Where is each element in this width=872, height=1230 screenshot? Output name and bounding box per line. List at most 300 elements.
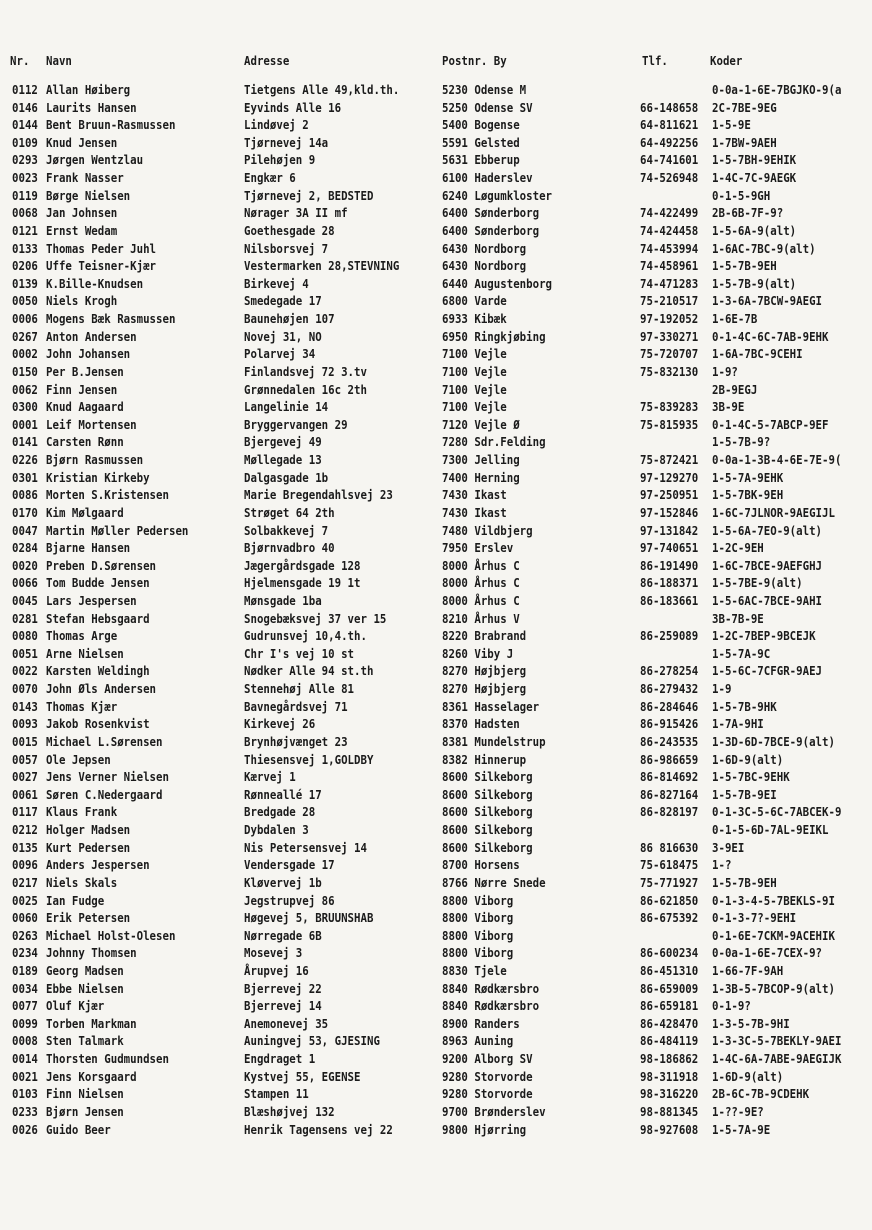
cell-postnr-by: 7430 Ikast <box>442 504 507 520</box>
cell-navn: Sten Talmark <box>46 1033 124 1049</box>
cell-navn: Søren C.Nedergaard <box>46 786 163 802</box>
cell-adresse: Engkær 6 <box>244 170 296 186</box>
cell-nr: 0146 <box>12 99 38 115</box>
cell-nr: 0234 <box>12 945 38 961</box>
cell-postnr-by: 8963 Auning <box>442 1033 514 1049</box>
cell-navn: Klaus Frank <box>46 804 118 820</box>
cell-nr: 0026 <box>12 1121 38 1137</box>
cell-adresse: Strøget 64 2th <box>244 504 335 520</box>
table-row <box>0 363 872 381</box>
cell-nr: 0121 <box>12 222 38 238</box>
cell-adresse: Bjørnvadbro 40 <box>244 540 335 556</box>
table-row <box>0 398 872 416</box>
cell-nr: 0022 <box>12 663 38 679</box>
cell-nr: 0293 <box>12 152 38 168</box>
cell-postnr-by: 9280 Storvorde <box>442 1086 533 1102</box>
cell-tlf: 74-458961 <box>640 258 699 274</box>
cell-tlf: 74-424458 <box>640 222 699 238</box>
cell-adresse: Pilehøjen 9 <box>244 152 316 168</box>
cell-koder: 1-? <box>712 857 732 873</box>
cell-tlf: 75-618475 <box>640 857 699 873</box>
cell-adresse: Møllegade 13 <box>244 452 322 468</box>
cell-navn: Niels Skals <box>46 874 118 890</box>
cell-tlf: 74-422499 <box>640 205 699 221</box>
cell-tlf: 75-872421 <box>640 452 699 468</box>
cell-tlf: 75-771927 <box>640 874 699 890</box>
cell-koder: 0-1-3-7?-9EHI <box>712 910 797 926</box>
cell-koder: 1-5-7B-9EH <box>712 874 777 890</box>
cell-navn: Michael Holst-Olesen <box>46 927 176 943</box>
cell-tlf: 86-828197 <box>640 804 699 820</box>
table-row <box>0 680 872 698</box>
header-tlf: Tlf. <box>642 53 668 68</box>
cell-navn: Børge Nielsen <box>46 187 131 203</box>
cell-postnr-by: 9800 Hjørring <box>442 1121 527 1137</box>
cell-tlf: 86-621850 <box>640 892 699 908</box>
cell-adresse: Bjerrevej 22 <box>244 980 322 996</box>
cell-koder: 0-1-3-4-5-7BEKLS-9I <box>712 892 835 908</box>
cell-koder: 1-3B-5-7BCOP-9(alt) <box>712 980 835 996</box>
cell-koder: 0-1-4C-5-7ABCP-9EF <box>712 416 829 432</box>
cell-postnr-by: 8270 Højbjerg <box>442 681 527 697</box>
cell-postnr-by: 8260 Viby J <box>442 645 514 661</box>
cell-koder: 0-1-3C-5-6C-7ABCEK-9 <box>712 804 842 820</box>
cell-nr: 0070 <box>12 681 38 697</box>
cell-postnr-by: 9200 Alborg SV <box>442 1051 533 1067</box>
cell-postnr-by: 7120 Vejle Ø <box>442 416 520 432</box>
cell-postnr-by: 7950 Erslev <box>442 540 514 556</box>
cell-koder: 1-2C-7BEP-9BCEJK <box>712 628 816 644</box>
cell-koder: 2B-6C-7B-9CDEHK <box>712 1086 810 1102</box>
table-row <box>0 698 872 716</box>
cell-nr: 0027 <box>12 769 38 785</box>
table-row <box>0 733 872 751</box>
table-row <box>0 592 872 610</box>
cell-postnr-by: 6430 Nordborg <box>442 240 527 256</box>
table-row <box>0 627 872 645</box>
table-row <box>0 980 872 998</box>
cell-navn: Karsten Weldingh <box>46 663 150 679</box>
table-row <box>0 645 872 663</box>
cell-adresse: Stennehøj Alle 81 <box>244 681 355 697</box>
cell-adresse: Smedegade 17 <box>244 293 322 309</box>
header-adresse: Adresse <box>244 53 290 68</box>
cell-adresse: Vestermarken 28,STEVNING <box>244 258 400 274</box>
cell-tlf: 86-183661 <box>640 592 699 608</box>
cell-tlf: 86-278254 <box>640 663 699 679</box>
cell-navn: K.Bille-Knudsen <box>46 275 144 291</box>
cell-postnr-by: 5400 Bogense <box>442 117 520 133</box>
cell-koder: 1-5-7BK-9EH <box>712 487 784 503</box>
cell-postnr-by: 6950 Ringkjøbing <box>442 328 546 344</box>
table-row <box>0 151 872 169</box>
cell-tlf: 98-927608 <box>640 1121 699 1137</box>
cell-postnr-by: 8800 Viborg <box>442 945 514 961</box>
cell-adresse: Dybdalen 3 <box>244 822 309 838</box>
cell-nr: 0086 <box>12 487 38 503</box>
cell-koder: 3B-7B-9E <box>712 610 764 626</box>
cell-tlf: 86-451310 <box>640 963 699 978</box>
cell-nr: 0062 <box>12 381 38 397</box>
cell-nr: 0068 <box>12 205 38 221</box>
cell-postnr-by: 8700 Horsens <box>442 857 520 873</box>
table-row <box>0 909 872 927</box>
cell-adresse: Tjørnevej 14a <box>244 134 329 150</box>
table-row <box>0 1068 872 1086</box>
table-row <box>0 557 872 575</box>
cell-tlf: 97-250951 <box>640 487 699 503</box>
cell-adresse: Tjørnevej 2, BEDSTED <box>244 187 374 203</box>
cell-koder: 1-5-7A-9E <box>712 1121 771 1137</box>
cell-navn: Bent Bruun-Rasmussen <box>46 117 176 133</box>
cell-nr: 0139 <box>12 275 38 291</box>
table-row <box>0 522 872 540</box>
table-row <box>0 1015 872 1033</box>
cell-postnr-by: 7430 Ikast <box>442 487 507 503</box>
cell-navn: Laurits Hansen <box>46 99 137 115</box>
table-row <box>0 839 872 857</box>
cell-postnr-by: 7100 Vejle <box>442 346 507 362</box>
cell-koder: 0-0a-1-6E-7BGJKO-9(a <box>712 82 842 97</box>
cell-navn: Preben D.Sørensen <box>46 557 157 573</box>
table-row <box>0 469 872 487</box>
cell-postnr-by: 8000 Århus C <box>442 592 520 608</box>
cell-tlf: 97-131842 <box>640 522 699 538</box>
cell-postnr-by: 6440 Augustenborg <box>442 275 553 291</box>
cell-koder: 1-5-6AC-7BCE-9AHI <box>712 592 823 608</box>
cell-koder: 2C-7BE-9EG <box>712 99 777 115</box>
cell-tlf: 97-192052 <box>640 311 699 327</box>
table-row <box>0 134 872 152</box>
cell-nr: 0014 <box>12 1051 38 1067</box>
cell-nr: 0034 <box>12 980 38 996</box>
cell-tlf: 74-453994 <box>640 240 699 256</box>
cell-adresse: Nørager 3A II mf <box>244 205 348 221</box>
cell-adresse: Kærvej 1 <box>244 769 296 785</box>
table-row <box>0 416 872 434</box>
cell-koder: 0-0a-1-6E-7CEX-9? <box>712 945 823 961</box>
cell-koder: 0-1-9? <box>712 998 751 1014</box>
table-row <box>0 310 872 328</box>
cell-koder: 1-4C-7C-9AEGK <box>712 170 797 186</box>
cell-koder: 1-3-3C-5-7BEKLY-9AEI <box>712 1033 842 1049</box>
cell-tlf: 98-316220 <box>640 1086 699 1102</box>
cell-navn: Thomas Arge <box>46 628 118 644</box>
cell-koder: 1-6D-9(alt) <box>712 751 784 767</box>
table-row <box>0 874 872 892</box>
cell-koder: 0-1-5-6D-7AL-9EIKL <box>712 822 829 838</box>
cell-navn: Jens Verner Nielsen <box>46 769 169 785</box>
cell-navn: Frank Nasser <box>46 170 124 186</box>
cell-koder: 1-6C-7BCE-9AEFGHJ <box>712 557 823 573</box>
cell-adresse: Bryggervangen 29 <box>244 416 348 432</box>
cell-adresse: Rønneallé 17 <box>244 786 322 802</box>
cell-koder: 1-7A-9HI <box>712 716 764 732</box>
cell-postnr-by: 8370 Hadsten <box>442 716 520 732</box>
cell-navn: Martin Møller Pedersen <box>46 522 189 538</box>
table-row <box>0 1121 872 1139</box>
table-row <box>0 927 872 945</box>
table-row <box>0 715 872 733</box>
cell-adresse: Nis Petersensvej 14 <box>244 839 367 855</box>
table-row <box>0 169 872 187</box>
cell-koder: 1-2C-9EH <box>712 540 764 556</box>
cell-adresse: Blæshøjvej 132 <box>244 1103 335 1119</box>
cell-postnr-by: 5631 Ebberup <box>442 152 520 168</box>
cell-postnr-by: 9280 Storvorde <box>442 1068 533 1084</box>
cell-tlf: 74-526948 <box>640 170 699 186</box>
cell-adresse: Jegstrupvej 86 <box>244 892 335 908</box>
cell-postnr-by: 8800 Viborg <box>442 892 514 908</box>
cell-postnr-by: 8600 Silkeborg <box>442 804 533 820</box>
cell-nr: 0144 <box>12 117 38 133</box>
cell-navn: Jan Johnsen <box>46 205 118 221</box>
cell-nr: 0150 <box>12 363 38 379</box>
cell-navn: Knud Aagaard <box>46 399 124 415</box>
cell-navn: Kim Mølgaard <box>46 504 124 520</box>
cell-postnr-by: 8361 Hasselager <box>442 698 540 714</box>
cell-tlf: 86-600234 <box>640 945 699 961</box>
cell-nr: 0119 <box>12 187 38 203</box>
cell-tlf: 86-484119 <box>640 1033 699 1049</box>
cell-nr: 0060 <box>12 910 38 926</box>
cell-postnr-by: 6100 Haderslev <box>442 170 533 186</box>
cell-navn: Uffe Teisner-Kjær <box>46 258 157 274</box>
cell-postnr-by: 8381 Mundelstrup <box>442 733 546 749</box>
cell-navn: Erik Petersen <box>46 910 131 926</box>
cell-adresse: Solbakkevej 7 <box>244 522 329 538</box>
table-row <box>0 768 872 786</box>
cell-postnr-by: 8000 Århus C <box>442 557 520 573</box>
cell-tlf: 98-311918 <box>640 1068 699 1084</box>
cell-tlf: 86-915426 <box>640 716 699 732</box>
cell-tlf: 75-815935 <box>640 416 699 432</box>
cell-navn: Allan Høiberg <box>46 82 131 97</box>
cell-adresse: Eyvinds Alle 16 <box>244 99 342 115</box>
table-row <box>0 803 872 821</box>
cell-navn: Leif Mortensen <box>46 416 137 432</box>
table-row <box>0 539 872 557</box>
cell-adresse: Mønsgade 1ba <box>244 592 322 608</box>
cell-nr: 0045 <box>12 592 38 608</box>
cell-tlf: 86 816630 <box>640 839 699 855</box>
cell-adresse: Kirkevej 26 <box>244 716 316 732</box>
cell-adresse: Bredgade 28 <box>244 804 316 820</box>
cell-navn: Lars Jespersen <box>46 592 137 608</box>
cell-nr: 0051 <box>12 645 38 661</box>
cell-nr: 0080 <box>12 628 38 644</box>
cell-postnr-by: 8270 Højbjerg <box>442 663 527 679</box>
cell-nr: 0099 <box>12 1015 38 1031</box>
cell-nr: 0143 <box>12 698 38 714</box>
cell-koder: 1-66-7F-9AH <box>712 963 784 978</box>
cell-nr: 0093 <box>12 716 38 732</box>
cell-navn: Morten S.Kristensen <box>46 487 169 503</box>
cell-koder: 1-6AC-7BC-9(alt) <box>712 240 816 256</box>
cell-adresse: Engdraget 1 <box>244 1051 316 1067</box>
cell-adresse: Auningvej 53, GJESING <box>244 1033 380 1049</box>
cell-adresse: Dalgasgade 1b <box>244 469 329 485</box>
cell-koder: 1-3D-6D-7BCE-9(alt) <box>712 733 835 749</box>
cell-nr: 0006 <box>12 311 38 327</box>
cell-adresse: Kløvervej 1b <box>244 874 322 890</box>
cell-postnr-by: 7100 Vejle <box>442 363 507 379</box>
table-row <box>0 1103 872 1121</box>
cell-adresse: Lindøvej 2 <box>244 117 309 133</box>
cell-adresse: Nilsborsvej 7 <box>244 240 329 256</box>
cell-navn: Anders Jespersen <box>46 857 150 873</box>
cell-tlf: 86-814692 <box>640 769 699 785</box>
cell-postnr-by: 7400 Herning <box>442 469 520 485</box>
table-row <box>0 433 872 451</box>
cell-koder: 2B-9EGJ <box>712 381 758 397</box>
cell-postnr-by: 9700 Brønderslev <box>442 1103 546 1119</box>
cell-adresse: Finlandsvej 72 3.tv <box>244 363 367 379</box>
cell-adresse: Kystvej 55, EGENSE <box>244 1068 361 1084</box>
cell-postnr-by: 8600 Silkeborg <box>442 786 533 802</box>
cell-adresse: Langelinie 14 <box>244 399 329 415</box>
cell-adresse: Stampen 11 <box>244 1086 309 1102</box>
cell-nr: 0047 <box>12 522 38 538</box>
column-header-row <box>0 52 872 70</box>
cell-postnr-by: 8830 Tjele <box>442 963 507 978</box>
cell-postnr-by: 8766 Nørre Snede <box>442 874 546 890</box>
cell-koder: 0-0a-1-3B-4-6E-7E-9( <box>712 452 842 468</box>
table-row <box>0 751 872 769</box>
table-row <box>0 892 872 910</box>
cell-nr: 0267 <box>12 328 38 344</box>
table-row <box>0 381 872 399</box>
cell-tlf: 98-881345 <box>640 1103 699 1119</box>
cell-koder: 1-5-9E <box>712 117 751 133</box>
cell-nr: 0300 <box>12 399 38 415</box>
cell-navn: Bjarne Hansen <box>46 540 131 556</box>
cell-postnr-by: 7480 Vildbjerg <box>442 522 533 538</box>
cell-navn: Arne Nielsen <box>46 645 124 661</box>
cell-nr: 0096 <box>12 857 38 873</box>
table-row <box>0 1032 872 1050</box>
cell-adresse: Goethesgade 28 <box>244 222 335 238</box>
header-postnr-by: Postnr. By <box>442 53 507 68</box>
cell-adresse: Anemonevej 35 <box>244 1015 329 1031</box>
cell-nr: 0001 <box>12 416 38 432</box>
cell-nr: 0015 <box>12 733 38 749</box>
cell-koder: 1-5-6A-7EO-9(alt) <box>712 522 823 538</box>
cell-adresse: Jægergårdsgade 128 <box>244 557 361 573</box>
cell-postnr-by: 8600 Silkeborg <box>442 822 533 838</box>
cell-tlf: 66-148658 <box>640 99 699 115</box>
cell-nr: 0217 <box>12 874 38 890</box>
table-row <box>0 275 872 293</box>
cell-adresse: Høgevej 5, BRUUNSHAB <box>244 910 374 926</box>
cell-koder: 1-5-6C-7CFGR-9AEJ <box>712 663 823 679</box>
cell-adresse: Bjerrevej 14 <box>244 998 322 1014</box>
cell-tlf: 97-740651 <box>640 540 699 556</box>
table-row <box>0 574 872 592</box>
cell-adresse: Polarvej 34 <box>244 346 316 362</box>
cell-nr: 0206 <box>12 258 38 274</box>
cell-koder: 0-1-5-9GH <box>712 187 771 203</box>
cell-koder: 1-5-7B-9HK <box>712 698 777 714</box>
cell-koder: 3B-9E <box>712 399 745 415</box>
cell-adresse: Birkevej 4 <box>244 275 309 291</box>
cell-navn: Jens Korsgaard <box>46 1068 137 1084</box>
cell-nr: 0008 <box>12 1033 38 1049</box>
cell-navn: Per B.Jensen <box>46 363 124 379</box>
cell-tlf: 86-191490 <box>640 557 699 573</box>
table-row <box>0 451 872 469</box>
cell-nr: 0023 <box>12 170 38 186</box>
cell-postnr-by: 8840 Rødkærsbro <box>442 998 540 1014</box>
cell-nr: 0301 <box>12 469 38 485</box>
cell-navn: Ernst Wedam <box>46 222 118 238</box>
cell-postnr-by: 8800 Viborg <box>442 927 514 943</box>
cell-nr: 0050 <box>12 293 38 309</box>
cell-postnr-by: 8220 Brabrand <box>442 628 527 644</box>
cell-postnr-by: 6400 Sønderborg <box>442 205 540 221</box>
cell-koder: 0-1-6E-7CKM-9ACEHIK <box>712 927 835 943</box>
cell-tlf: 86-284646 <box>640 698 699 714</box>
table-row <box>0 1085 872 1103</box>
cell-postnr-by: 5230 Odense M <box>442 82 527 97</box>
cell-tlf: 86-259089 <box>640 628 699 644</box>
cell-koder: 1-5-7B-9? <box>712 434 771 450</box>
cell-nr: 0141 <box>12 434 38 450</box>
cell-navn: Oluf Kjær <box>46 998 105 1014</box>
cell-tlf: 75-832130 <box>640 363 699 379</box>
cell-nr: 0057 <box>12 751 38 767</box>
cell-koder: 1-5-7B-9EI <box>712 786 777 802</box>
cell-koder: 1-5-7B-9EH <box>712 258 777 274</box>
cell-postnr-by: 8900 Randers <box>442 1015 520 1031</box>
cell-nr: 0002 <box>12 346 38 362</box>
cell-adresse: Henrik Tagensens vej 22 <box>244 1121 393 1137</box>
cell-navn: Torben Markman <box>46 1015 137 1031</box>
cell-nr: 0263 <box>12 927 38 943</box>
cell-koder: 1-6A-7BC-9CEHI <box>712 346 803 362</box>
cell-adresse: Grønnedalen 16c 2th <box>244 381 367 397</box>
cell-koder: 1-9? <box>712 363 738 379</box>
cell-tlf: 75-210517 <box>640 293 699 309</box>
cell-tlf: 86-188371 <box>640 575 699 591</box>
cell-postnr-by: 7300 Jelling <box>442 452 520 468</box>
cell-tlf: 86-659181 <box>640 998 699 1014</box>
cell-koder: 1-??-9E? <box>712 1103 764 1119</box>
cell-tlf: 86-659009 <box>640 980 699 996</box>
cell-nr: 0021 <box>12 1068 38 1084</box>
cell-koder: 1-5-7A-9EHK <box>712 469 784 485</box>
cell-nr: 0109 <box>12 134 38 150</box>
table-row <box>0 786 872 804</box>
cell-koder: 1-6C-7JLNOR-9AEGIJL <box>712 504 835 520</box>
cell-postnr-by: 8600 Silkeborg <box>442 839 533 855</box>
cell-nr: 0020 <box>12 557 38 573</box>
cell-navn: Tom Budde Jensen <box>46 575 150 591</box>
table-row <box>0 116 872 134</box>
cell-navn: Knud Jensen <box>46 134 118 150</box>
cell-tlf: 86-279432 <box>640 681 699 697</box>
table-row <box>0 610 872 628</box>
cell-tlf: 97-129270 <box>640 469 699 485</box>
cell-koder: 1-6D-9(alt) <box>712 1068 784 1084</box>
table-row <box>0 204 872 222</box>
cell-navn: Thomas Peder Juhl <box>46 240 157 256</box>
cell-nr: 0117 <box>12 804 38 820</box>
cell-navn: Bjørn Rasmussen <box>46 452 144 468</box>
cell-nr: 0133 <box>12 240 38 256</box>
cell-tlf: 86-827164 <box>640 786 699 802</box>
cell-adresse: Vendersgade 17 <box>244 857 335 873</box>
